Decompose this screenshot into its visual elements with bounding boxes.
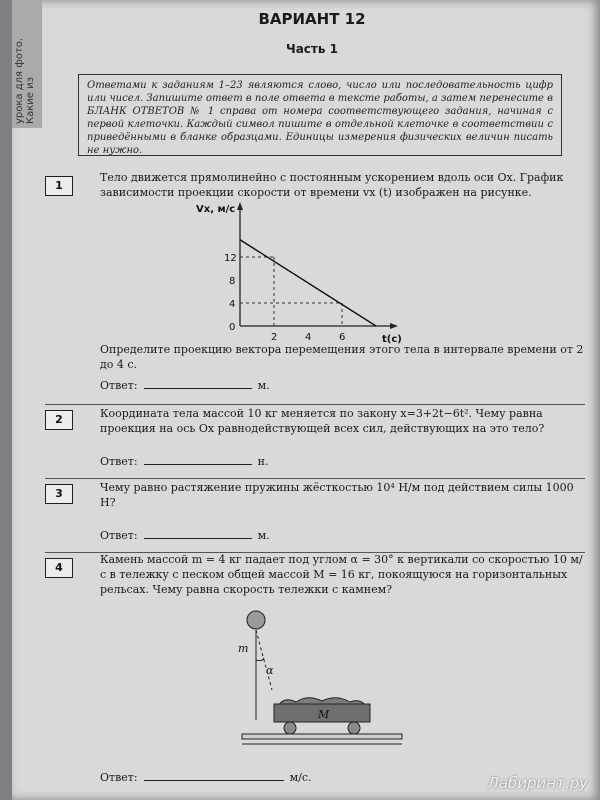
answer-unit-2: н. (257, 455, 269, 468)
y-tick-0: 0 (229, 322, 236, 333)
rail-icon (242, 734, 402, 739)
part-title: Часть 1 (286, 42, 338, 56)
answer-field-3[interactable] (144, 528, 252, 539)
x-tick-6: 6 (339, 332, 346, 343)
velocity-line (240, 240, 376, 326)
answer-1 (100, 378, 270, 392)
wheel-left-icon (284, 722, 296, 734)
answer-unit-1: м. (257, 379, 270, 392)
variant-title: ВАРИАНТ 12 (258, 10, 366, 28)
label-alpha: α (266, 664, 274, 677)
label-m: m (238, 642, 249, 655)
x-tick-4: 4 (305, 332, 312, 343)
instructions-box: Ответами к заданиям 1–23 являются слово, число или последовательность цифр или чисел. Запишите ответ в поле ответа в тексте работы, а затем перенесите в БЛАНК ОТВЕТОВ № 1 справа от номера соответствующего задания, начиная с первой клеточки. Каждый символ пишите в отдельной клеточке в соответствии с приведёнными в бланке образцами. Единицы измерения физических величин писать не нужно. (78, 74, 562, 156)
y-axis-arrow (237, 202, 243, 210)
x-tick-2: 2 (271, 332, 278, 343)
x-axis-arrow (390, 323, 398, 329)
angle-arc (256, 658, 264, 661)
answer-field-1[interactable] (144, 378, 252, 389)
question-number-1: 1 (45, 176, 73, 196)
wheel-right-icon (348, 722, 360, 734)
divider-2 (45, 478, 585, 479)
question-number-4: 4 (45, 558, 73, 578)
cart-stone-figure (226, 608, 416, 756)
question-number-3: 3 (45, 484, 73, 504)
previous-page-edge: урока для фото. Какие из (12, 0, 42, 128)
answer-field-4[interactable] (144, 770, 284, 781)
question-3-text: Чему равно растяжение пружины жёсткостью 10⁴ Н/м под действием силы 1000 Н? (100, 481, 574, 509)
divider-1 (45, 404, 585, 405)
question-number-2: 2 (45, 410, 73, 430)
answer-unit-3: м. (257, 529, 270, 542)
angle-reference (256, 630, 272, 690)
question-2-text: Координата тела массой 10 кг меняется по закону x=3+2t−6t². Чему равна проекция на ось Ox равнодействующей всех сил, действующих на это тело? (100, 407, 545, 435)
answer-field-2[interactable] (144, 454, 252, 465)
velocity-time-graph (182, 198, 412, 348)
label-M: M (318, 708, 330, 721)
answer-3 (100, 528, 270, 542)
answer-label-4: Ответ: (100, 771, 138, 784)
question-1-text-2: Определите проекцию вектора перемещения этого тела в интервале времени от 2 до 4 с. (100, 343, 584, 371)
watermark: Лабиринт.ру (487, 774, 588, 792)
y-axis-label: Vx, м/с (196, 204, 236, 215)
answer-unit-4: м/с. (289, 771, 312, 784)
answer-label-2: Ответ: (100, 455, 138, 468)
answer-2 (100, 454, 268, 468)
stone-icon (247, 611, 265, 629)
answer-4 (100, 770, 312, 784)
workbook-page (12, 0, 600, 800)
question-4-text: Камень массой m = 4 кг падает под углом α = 30° к вертикали со скоростью 10 м/с в тележку с песком общей массой M = 16 кг, покоящуюся на горизонтальных рельсах. Чему равна скорость тележки с камнем? (100, 553, 583, 596)
answer-label-3: Ответ: (100, 529, 138, 542)
y-tick-4: 4 (229, 299, 236, 310)
y-tick-8: 8 (229, 276, 236, 287)
answer-label-1: Ответ: (100, 379, 138, 392)
question-1-text: Тело движется прямолинейно с постоянным ускорением вдоль оси Ox. График зависимости проекции скорости от времени vx (t) изображен на рисунке. (100, 171, 564, 199)
x-axis-label: t(c) (382, 334, 402, 345)
y-tick-12: 12 (224, 253, 237, 264)
